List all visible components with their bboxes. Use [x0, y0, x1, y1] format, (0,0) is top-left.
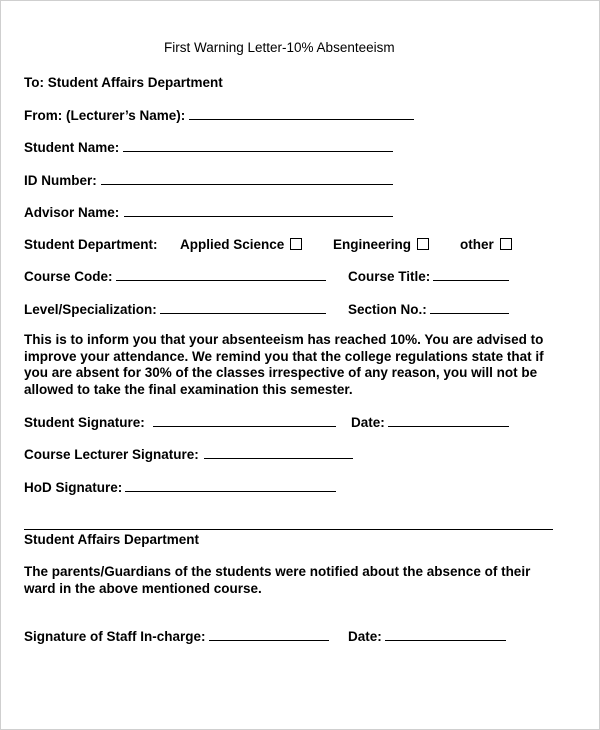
id-number-label: ID Number:: [24, 173, 97, 188]
date-field[interactable]: [388, 426, 509, 427]
section-label: Section No.:: [348, 302, 427, 317]
course-title-label: Course Title:: [348, 269, 431, 284]
hod-signature-label: HoD Signature:: [24, 480, 123, 495]
engineering-label: Engineering: [333, 237, 412, 252]
affairs-line: ward in the above mentioned course.: [24, 580, 262, 596]
applied-science-label: Applied Science: [180, 237, 285, 252]
advisor-name-label: Advisor Name:: [24, 205, 120, 220]
document-title: First Warning Letter-10% Absenteeism: [164, 40, 395, 55]
applied-science-option[interactable]: [180, 237, 302, 253]
applied-science-checkbox[interactable]: [290, 238, 302, 250]
section-divider: [24, 529, 553, 530]
student-department-label: Student Department:: [24, 237, 158, 252]
staff-date-label: Date:: [348, 629, 382, 644]
student-signature-field[interactable]: [153, 426, 336, 427]
other-checkbox[interactable]: [500, 238, 512, 250]
course-code-label: Course Code:: [24, 269, 113, 284]
advisor-name-field[interactable]: [124, 216, 393, 217]
level-field[interactable]: [160, 313, 326, 314]
notice-line: improve your attendance. We remind you that the college regulations state that if: [24, 348, 544, 364]
lecturer-signature-field[interactable]: [204, 458, 353, 459]
notice-line: This is to inform you that your absenteeism has reached 10%. You are advised to: [24, 332, 544, 347]
student-name-label: Student Name:: [24, 140, 120, 155]
affairs-heading: Student Affairs Department: [24, 532, 200, 547]
date-label: Date:: [351, 415, 385, 430]
staff-signature-label: Signature of Staff In-charge:: [24, 629, 206, 644]
notice-line: you are absent for 30% of the classes irrespective of any reason, you will not be: [24, 365, 538, 380]
staff-signature-field[interactable]: [209, 640, 329, 641]
from-field[interactable]: [189, 119, 414, 120]
engineering-checkbox[interactable]: [417, 238, 429, 250]
level-label: Level/Specialization:: [24, 302, 157, 317]
hod-signature-field[interactable]: [125, 491, 336, 492]
engineering-option[interactable]: [333, 237, 429, 253]
staff-date-field[interactable]: [385, 640, 506, 641]
other-option[interactable]: [460, 237, 512, 253]
id-number-field[interactable]: [101, 184, 393, 185]
affairs-paragraph: [24, 564, 530, 597]
other-label: other: [460, 237, 494, 252]
course-code-field[interactable]: [116, 280, 326, 281]
notice-paragraph: [24, 332, 544, 398]
to-line: To: Student Affairs Department: [24, 75, 223, 90]
student-signature-label: Student Signature:: [24, 415, 145, 430]
from-label: From: (Lecturer’s Name):: [24, 108, 186, 123]
lecturer-signature-label: Course Lecturer Signature:: [24, 447, 199, 462]
affairs-line: The parents/Guardians of the students were notified about the absence of their: [24, 564, 531, 579]
course-title-field[interactable]: [433, 280, 509, 281]
student-name-field[interactable]: [123, 151, 393, 152]
notice-line: allowed to take the final examination this semester.: [24, 381, 353, 397]
section-field[interactable]: [430, 313, 509, 314]
